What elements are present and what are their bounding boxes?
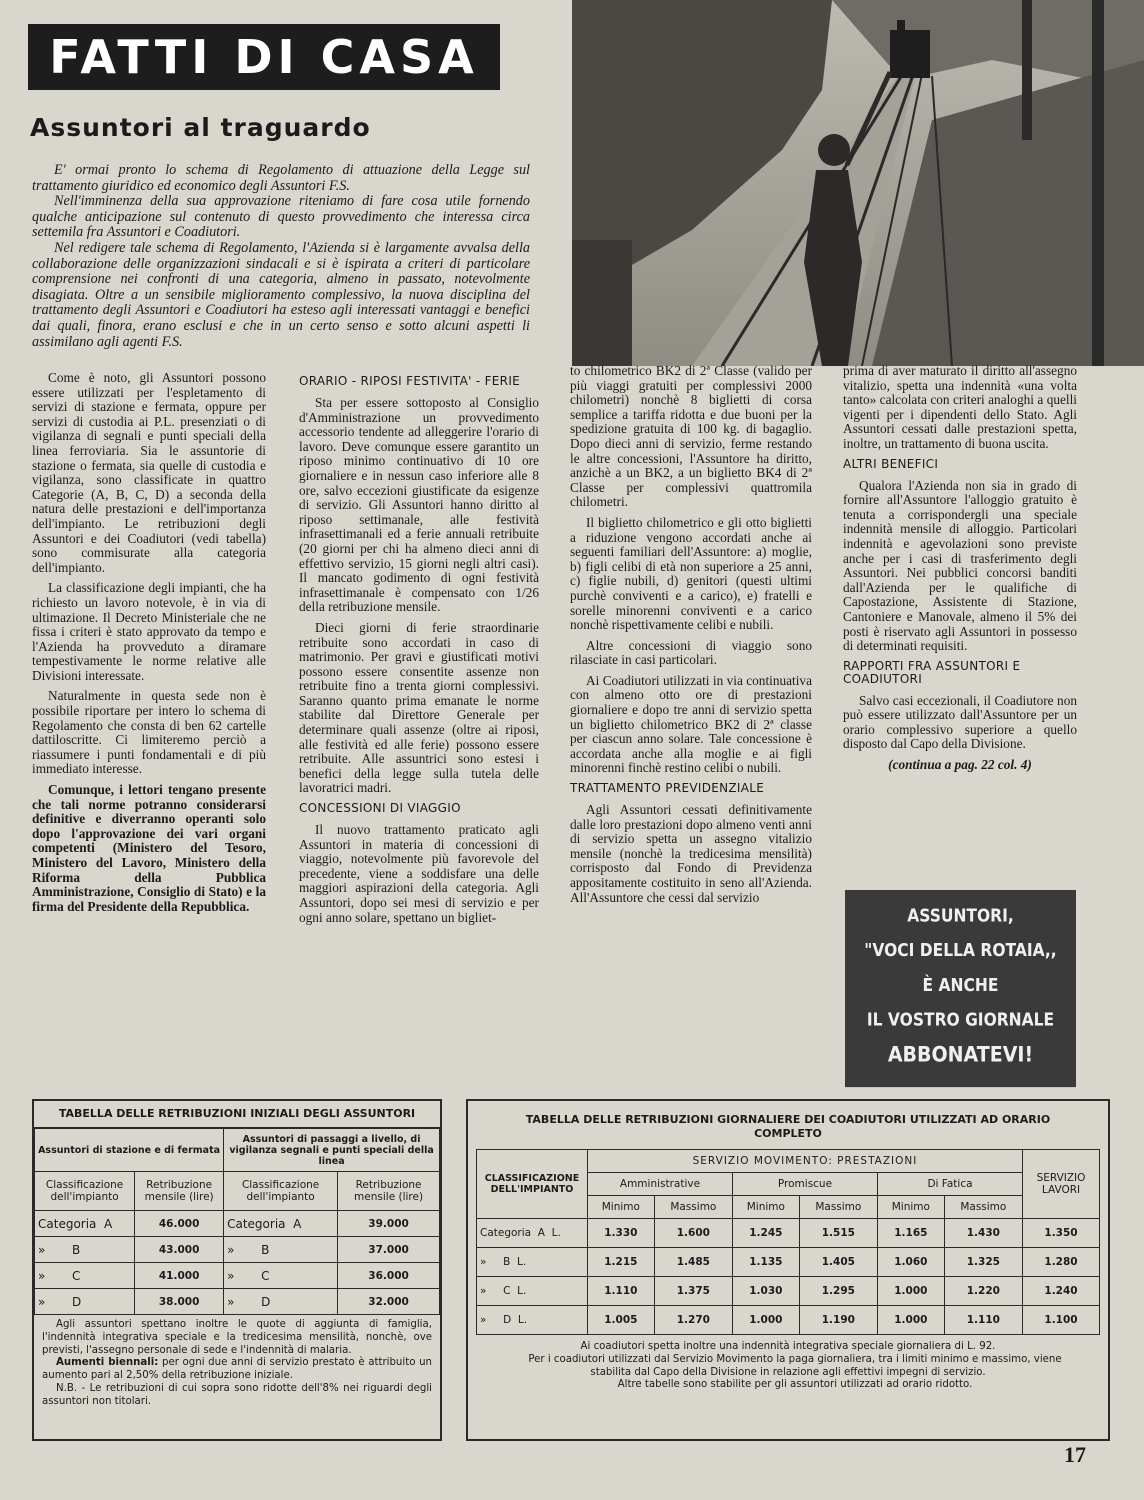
row-value: 1.060 [877, 1248, 944, 1277]
note-text: N.B. - Le retribuzioni di cui sopra sono ridotte dell'8% nei riguardi degli assuntori non titolari. [42, 1382, 432, 1407]
column-subheader: Minimo [588, 1196, 655, 1219]
note-text: Per i coadiutori utilizzati dal Servizio Movimento la paga giornaliera, tra i limiti minimo e massimo, viene stabilita dal Capo della Divisione in relazione agli effettivi impegni di servizio. [528, 1353, 1062, 1378]
paragraph: prima di aver maturato il diritto all'assegno vitalizio, spetta una indennità «una volta tanto» calcolata con criteri analoghi a quelli vigenti per i dipendenti dello Stato. Agli Assuntori cessati dalle prestazioni spetta, inoltre, un trattamento di buona uscita. [843, 363, 1077, 451]
masthead-banner: FATTI DI CASA [28, 24, 500, 90]
intro-text: E' ormai pronto lo schema di Regolamento di attuazione della Legge sul trattamento giuridico ed economico degli Assuntori F.S. [32, 162, 530, 194]
table-row [477, 1219, 1100, 1248]
column-header: Retribuzione mensile (lire) [338, 1172, 440, 1211]
railway-photo [572, 0, 1144, 366]
row-value: 1.430 [944, 1219, 1022, 1248]
section-heading: ORARIO - RIPOSI FESTIVITA' - FERIE [299, 374, 521, 388]
railway-photo-illustration [572, 0, 1144, 366]
row-value: 38.000 [135, 1289, 224, 1315]
row-class: » B [224, 1237, 338, 1263]
paragraph: Ai Coadiutori utilizzati in via continuativa con almeno otto ore di prestazioni giornaliere e dopo tre anni di servizio spetta un biglietto chilometrico BK2 di 2ª classe per ciascun anno solare. Tale concessione è accordata anche alla moglie e ai figli minorenni finchè restino celibi o nubili. [570, 672, 812, 776]
column-header: CLASSIFICAZIONE DELL'IMPIANTO [477, 1150, 588, 1219]
intro-paragraph [32, 163, 530, 350]
row-class: » C [224, 1263, 338, 1289]
column-subheader: Promiscue [732, 1173, 877, 1196]
column-subheader: Massimo [799, 1196, 877, 1219]
row-value: 1.135 [732, 1248, 799, 1277]
note-text: Ai coadiutori spetta inoltre una indennità integrativa speciale giornaliera di L. 92. [580, 1341, 996, 1352]
section-heading: TRATTAMENTO PREVIDENZIALE [570, 781, 765, 796]
note-text-inline: per ogni due anni di servizio prestato è attribuito un aumento pari al 2,50% della retribuzione iniziale. [42, 1357, 432, 1382]
article-column-3 [570, 364, 812, 911]
table-group-header: Assuntori di passaggi a livello, di vigilanza segnali e punti speciali della linea [224, 1129, 440, 1172]
table-title: TABELLA DELLE RETRIBUZIONI INIZIALI DEGLI ASSUNTORI [34, 1101, 440, 1128]
column-subheader: Minimo [877, 1196, 944, 1219]
continuation-note: (continua a pag. 22 col. 4) [888, 757, 1032, 773]
row-value: 1.600 [654, 1219, 732, 1248]
note-text: Agli assuntori spettano inoltre le quote di aggiunta di famiglia, l'indennità integrativa speciale e la tredicesima mensilità, nonchè, ove previsti, l'assegno personale di sede e l'indennità di malaria. [42, 1319, 432, 1356]
row-value: 1.240 [1023, 1277, 1100, 1306]
assuntori-salary-table [32, 1099, 442, 1441]
row-value: 1.110 [944, 1306, 1022, 1335]
salary-table [34, 1128, 440, 1315]
column-header: Retribuzione mensile (lire) [135, 1172, 224, 1211]
row-value: 46.000 [135, 1211, 224, 1237]
column-subheader: Di Fatica [877, 1173, 1022, 1196]
ad-line: IL VOSTRO GIORNALE [866, 1009, 1055, 1030]
row-value: 1.110 [588, 1277, 655, 1306]
paragraph: Qualora l'Azienda non sia in grado di fornire all'Assuntore l'alloggio gratuito è tenuta a corrispondergli una speciale indennità mensile di alloggio. Particolari indennità e agevolazioni sono previste anche per i casi di trasferimento degli Assuntori. Nei pubblici concorsi banditi dall'Azienda per le qualifiche di Capostazione, Assistente di Stazione, Cantoniere e Manovale, almeno il 5% dei posti è riservato agli Assuntori in possesso di determinati requisiti. [843, 477, 1077, 654]
intro-text: Nel redigere tale schema di Regolamento, l'Azienda si è largamente avvalsa della collaborazione delle organizzazioni sindacali e si è ispirata a criteri di particolare comprensione nei confronti di una categoria, almeno in passato, notevolmente disagiata. Oltre a un sensibile miglioramento complessivo, la nuova disciplina del trattamento degli Assuntori e Coadiutori ha esteso agli interessati vantaggi e benefici dai quali, finora, erano esclusi e che in un certo senso e sotto alcuni aspetti li assimilano agli agenti F.S. [32, 239, 530, 350]
table-row [477, 1306, 1100, 1335]
row-class: » C L. [477, 1277, 588, 1306]
section-heading: ALTRI BENEFICI [843, 456, 939, 471]
row-value: 1.270 [654, 1306, 732, 1335]
table-row [35, 1289, 440, 1315]
row-value: 1.280 [1023, 1248, 1100, 1277]
paragraph-bold-notice: Comunque, i lettori tengano presente che tali norme potranno considerarsi definitive e diverranno operanti solo dopo l'approvazione dei vari organi competenti (Ministero del Tesoro, Ministero del Lavoro, Ministero della Riforma della Pubblica Amministrazione, Consiglio di Stato) e la firma del Presidente della Repubblica. [32, 782, 266, 914]
row-value: 1.215 [588, 1248, 655, 1277]
row-value: 32.000 [338, 1289, 440, 1315]
paragraph: Il biglietto chilometrico e gli otto biglietti a riduzione vengono accordati anche ai seguenti familiari dell'Assuntore: a) moglie, b) figli celibi di età non superiore a 25 anni, c) figlie nubili, d) genitori (questi ultimi purchè conviventi e a carico), e) fratelli e sorelle minorenni conviventi e a carico nonchè rispettivamente celibi e nubili. [570, 514, 812, 633]
column-subheader: Massimo [944, 1196, 1022, 1219]
row-value: 1.030 [732, 1277, 799, 1306]
section-heading: CONCESSIONI DI VIAGGIO [299, 801, 461, 816]
table-row [477, 1248, 1100, 1277]
table-row [35, 1237, 440, 1263]
row-class: » D L. [477, 1306, 588, 1335]
paragraph: Dieci giorni di ferie straordinarie retribuite sono accordati in caso di matrimonio. Per gravi e giustificati motivi possono essere consentite assenze non retribuite fino a trenta giorni complessivi. Saranno quanto prima emanate le norme stabilite dal Direttore Generale per determinare quali assenze (oltre ai riposi, alle festività ed alle ferie) possono essere retribuite. Alle assuntrici sono estesi i benefici della legge sulla tutela delle lavoratrici madri. [299, 619, 539, 796]
row-value: 1.330 [588, 1219, 655, 1248]
row-value: 1.245 [732, 1219, 799, 1248]
column-subheader: Amministrative [588, 1173, 733, 1196]
row-value: 1.165 [877, 1219, 944, 1248]
table-notes [468, 1335, 1108, 1398]
row-value: 37.000 [338, 1237, 440, 1263]
row-value: 1.000 [877, 1306, 944, 1335]
table-title: TABELLA DELLE RETRIBUZIONI GIORNALIERE DEI COADIUTORI UTILIZZATI AD ORARIO COMPLETO [525, 1113, 1051, 1140]
row-value: 1.220 [944, 1277, 1022, 1306]
note-text [42, 1357, 432, 1383]
row-class: » B L. [477, 1248, 588, 1277]
intro-text: Nell'imminenza della sua approvazione riteniamo di fare cosa utile fornendo qualche anticipazione sul contenuto di questo provvedimento che interessa circa settemila fra Assuntori e Coadiutori. [32, 193, 530, 241]
paragraph: La classificazione degli impianti, che ha richiesto un lavoro notevole, è in via di ultimazione. Il Decreto Ministeriale che ne fissa i criteri è stato approvato da tempo e l'Azienda ha provveduto a diramare tempestivamente le norme relative alle Divisioni interessate. [32, 580, 266, 683]
paragraph: Sta per essere sottoposto al Consiglio d'Amministrazione un provvedimento accessorio tendente ad alleggerire l'orario di lavoro. Deve comunque essere garantito un riposo minimo continuativo di 10 ore giornaliere e in nessun caso inferiore alle 8 ore, salvo eccezioni giustificate da esigenze di servizio. Gli Assuntori hanno diritto al riposo settimanale, alle festività infrasettimanali ed a ferie annuali retribuite (20 giorni per chi ha almeno dieci anni di effettivo servizio, 15 giorni negli altri casi). Il mancato godimento di ogni festività infrasettimanale è compensato con 1/26 della retribuzione mensile. [299, 395, 539, 615]
ad-line: ABBONATEVI! [887, 1042, 1034, 1067]
section-heading: RAPPORTI FRA ASSUNTORI E COADIUTORI [843, 658, 1021, 686]
table-row [477, 1277, 1100, 1306]
note-text: Altre tabelle sono stabilite per gli assuntori utilizzati ad orario ridotto. [617, 1379, 973, 1391]
column-subheader: Minimo [732, 1196, 799, 1219]
paragraph: Il nuovo trattamento praticato agli Assuntori in materia di concessioni di viaggio, notevolmente più favorevole del precedente, viene a soddisfare una delle maggiori aspirazioni della categoria. Agli Assuntori, dopo sei mesi di servizio e per ogni anno solare, spettano un bigliet- [299, 822, 539, 925]
row-value: 39.000 [338, 1211, 440, 1237]
row-value: 1.405 [799, 1248, 877, 1277]
ad-line: "VOCI DELLA ROTAIA,, [864, 940, 1057, 961]
coadiutori-table [476, 1149, 1100, 1335]
row-value: 1.375 [654, 1277, 732, 1306]
ad-line: ASSUNTORI, [907, 905, 1014, 926]
paragraph: Salvo casi eccezionali, il Coadiutore non può essere utilizzato dall'Assuntore per un orario complessivo superiore a quello disposto dal Capo della Divisione. [843, 692, 1077, 752]
table-wrapper [468, 1149, 1108, 1335]
row-value: 1.100 [1023, 1306, 1100, 1335]
article-column-2 [299, 371, 539, 931]
ad-line: È ANCHE [922, 975, 999, 996]
row-value: 1.485 [654, 1248, 732, 1277]
paragraph: Come è noto, gli Assuntori possono essere utilizzati per l'espletamento di servizi di stazione e fermata, oppure per servizi di custodia ai P.L. presenziati o di vigilanza di segnali e punti speciali della linea ferroviaria. Sia le assuntorie di stazione o fermata, sia quelle di custodia e vigilanza, sono classificate in quattro Categorie (A, B, C, D) a seconda della natura delle prestazioni e dell'importanza dell'impianto. Le retribuzioni degli Assuntori e dei Coadiutori (vedi tabella) sono commisurate alla categoria dell'impianto. [32, 370, 266, 575]
paragraph: to chilometrico BK2 di 2ª Classe (valido per più viaggi gratuiti per complessivi 2000 chilometri) nonchè 8 biglietti di corsa semplice a tariffa ridotta e due buoni per la spedizione gratuita di 100 kg. di bagaglio. Dopo dieci anni di servizio, ferme restando le altre concessioni, l'Assuntore ha diritto, anzichè a un BK2, a un biglietto BK4 di 2ª Classe per complessivi quattromila chilometri. [570, 363, 812, 510]
row-value: 1.515 [799, 1219, 877, 1248]
row-value: 41.000 [135, 1263, 224, 1289]
column-header: SERVIZIO LAVORI [1023, 1150, 1100, 1219]
row-value: 1.295 [799, 1277, 877, 1306]
row-class: » C [35, 1263, 135, 1289]
column-group-header: SERVIZIO MOVIMENTO: PRESTAZIONI [588, 1150, 1023, 1173]
row-class: » B [35, 1237, 135, 1263]
row-value: 1.190 [799, 1306, 877, 1335]
article-column-4 [843, 364, 1077, 773]
note-bold: Aumenti biennali: [56, 1357, 159, 1369]
paragraph: Agli Assuntori cessati definitivamente dalle loro prestazioni dopo almeno venti anni di servizio spetta un assegno vitalizio mensile (nonchè la tredicesima mensilità) corrisposto dal Fondo di Previdenza appositamente costituito in seno all'Azienda. All'Assuntore che cessi dal servizio [570, 802, 812, 905]
column-subheader: Massimo [654, 1196, 732, 1219]
row-value: 36.000 [338, 1263, 440, 1289]
table-row [35, 1211, 440, 1237]
paragraph: Altre concessioni di viaggio sono rilasciate in casi particolari. [570, 637, 812, 668]
row-value: 1.350 [1023, 1219, 1100, 1248]
page-number: 17 [1064, 1442, 1086, 1467]
table-row [35, 1263, 440, 1289]
column-header: Classificazione dell'impianto [35, 1172, 135, 1211]
row-value: 1.325 [944, 1248, 1022, 1277]
row-class: » D [224, 1289, 338, 1315]
row-class: Categoria A [35, 1211, 135, 1237]
row-class: Categoria A L. [477, 1219, 588, 1248]
table-group-header: Assuntori di stazione e di fermata [35, 1129, 224, 1172]
article-column-1 [32, 371, 266, 920]
row-value: 1.005 [588, 1306, 655, 1335]
row-class: » D [35, 1289, 135, 1315]
column-header: Classificazione dell'impianto [224, 1172, 338, 1211]
subscription-ad [845, 890, 1076, 1087]
table-notes [34, 1315, 440, 1413]
row-value: 43.000 [135, 1237, 224, 1263]
coadiutori-salary-table [466, 1099, 1110, 1441]
row-class: Categoria A [224, 1211, 338, 1237]
row-value: 1.000 [732, 1306, 799, 1335]
row-value: 1.000 [877, 1277, 944, 1306]
paragraph: Naturalmente in questa sede non è possibile riportare per intero lo schema di Regolamento che consta di ben 62 cartelle dattiloscritte. Ci limiteremo perciò a riassumere i punti fondamentali e di più immediato interesse. [32, 688, 266, 777]
article-headline: Assuntori al traguardo [30, 113, 371, 142]
